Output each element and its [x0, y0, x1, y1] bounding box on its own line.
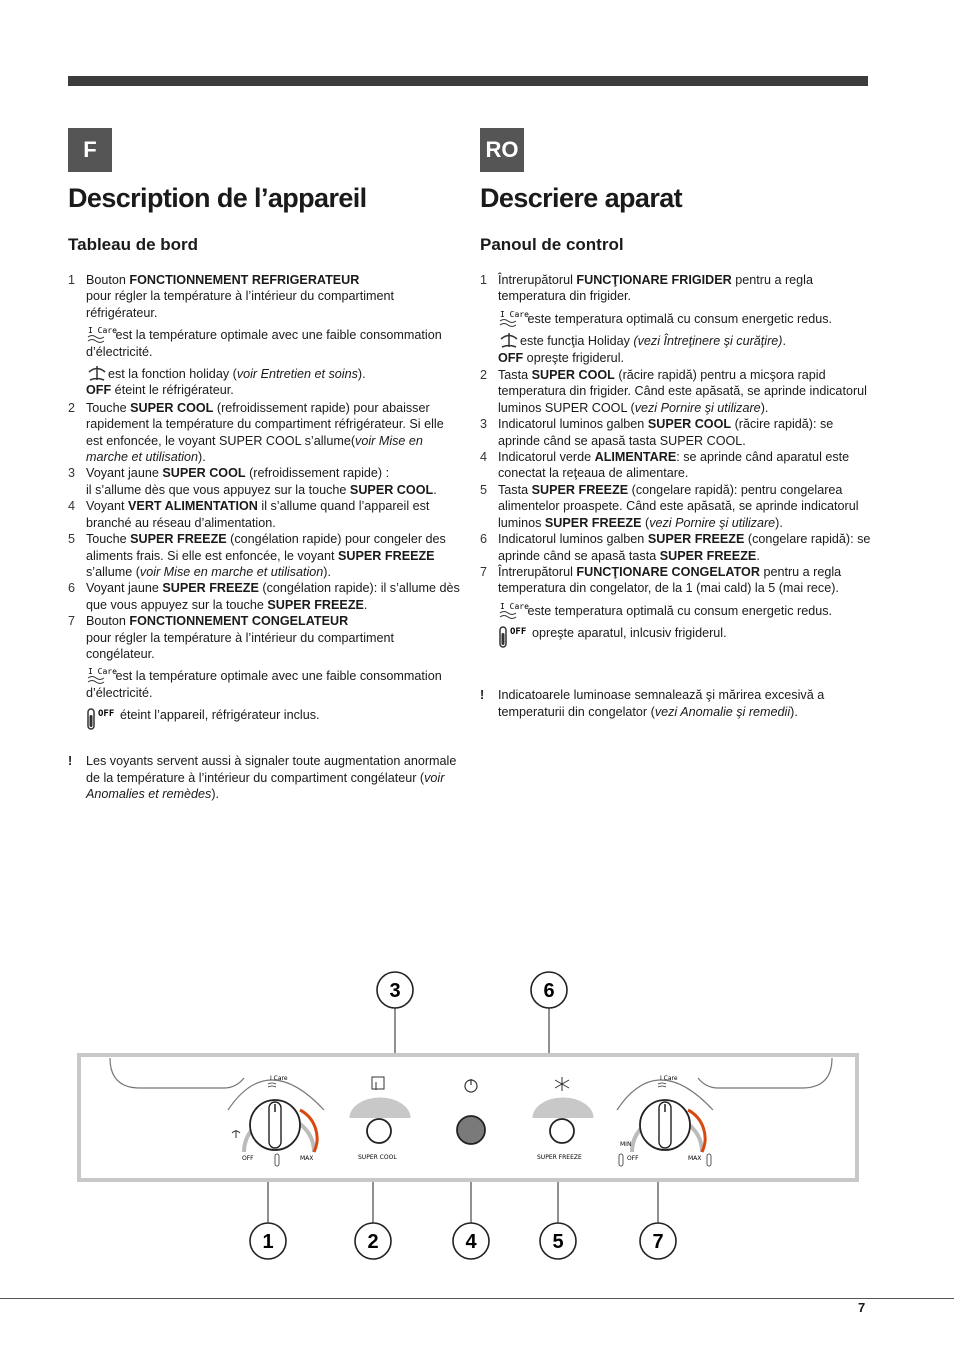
svg-text:I Care: I Care: [500, 601, 529, 611]
switch-max-icon: [707, 1154, 711, 1166]
switch-off-icon: [275, 1154, 279, 1166]
right-knob-icare-label: I Care: [660, 1075, 678, 1082]
list-item: 7 Întrerupătorul FUNCŢIONARE CONGELATOR pentru a regla temperatura din congelator, de la 1 (mai cald) la 5 (mai rece). I Care este temperatura optimală cu consum energetic redus. OFF opreşte aparatul, inlcusiv frigiderul.: [480, 564, 872, 649]
svg-text:OFF: OFF: [510, 627, 527, 638]
item-list: [68, 272, 460, 731]
list-item: 2 Tasta SUPER COOL (răcire rapidă) pentru a micşora rapid temperatura din frigider. Când este apăsată, se aprinde indicatorul luminos SUPER COOL (vezi Pornire şi utilizare).: [480, 368, 867, 415]
svg-text:5: 5: [552, 1231, 564, 1253]
list-item: 1 Întrerupătorul FUNCŢIONARE FRIGIDER pentru a regla temperatura din frigider. I Care este temperatura optimală cu consum energetic redus. este funcţia Holiday (vezi Întreţinere şi curăţire). OFF opreşte frigiderul.: [480, 273, 833, 365]
page-title: Description de l’appareil: [68, 183, 367, 213]
section-title: Panoul de control: [480, 235, 624, 254]
svg-text:I Care: I Care: [88, 667, 117, 677]
icare-icon: [86, 325, 117, 343]
icare-icon: [86, 666, 117, 684]
right-knob-off-label: OFF: [627, 1155, 639, 1162]
svg-text:3: 3: [389, 980, 401, 1002]
icare-icon: [498, 309, 529, 327]
list-item: 4 Voyant VERT ALIMENTATION il s’allume quand l’appareil est branché au réseau d’alimentation.: [68, 499, 430, 530]
control-panel-diagram: [0, 960, 954, 1280]
item-list: [480, 272, 872, 649]
column-french: [68, 176, 460, 802]
svg-text:6: 6: [543, 980, 555, 1002]
switch-off-icon: [619, 1154, 623, 1166]
right-knob-max-label: MAX: [688, 1155, 702, 1162]
svg-text:I Care: I Care: [500, 309, 529, 319]
power-indicator-led: [457, 1116, 485, 1144]
svg-text:1: 1: [262, 1231, 274, 1253]
lang-badge-f: F: [68, 128, 112, 172]
list-item: 4 Indicatorul verde ALIMENTARE: se aprinde când aparatul este conectat la reţeaua de alimentare.: [480, 450, 850, 481]
super-freeze-label: SUPER FREEZE: [537, 1154, 582, 1161]
left-knob-max-label: MAX: [300, 1155, 314, 1162]
svg-text:4: 4: [465, 1231, 477, 1253]
section-title: Tableau de bord: [68, 235, 199, 254]
top-rule: [68, 76, 868, 86]
list-item: 7 Bouton FONCTIONNEMENT CONGELATEUR pour régler la température à l’intérieur du compartiment congélateur. I Care est la température optimale avec une faible consommation d’électricité. OFF éteint l’appareil, réfrigérateur inclus.: [68, 613, 460, 731]
right-knob-min-label: MIN: [620, 1141, 632, 1148]
page-title: Descriere aparat: [480, 183, 683, 213]
column-romanian: [480, 176, 872, 720]
list-item: 5 Tasta SUPER FREEZE (congelare rapidă): pentru congelarea alimentelor proaspete. Când este apăsată, se aprinde indicatorul luminos SUPER FREEZE (vezi Pornire şi utilizare).: [480, 482, 859, 530]
list-item: 5 Touche SUPER FREEZE (congélation rapide) pour congeler des aliments frais. Si elle est enfoncée, le voyant SUPER FREEZE s’allume (voir Mise en marche et utilisation).: [68, 532, 446, 579]
warning-note: ! Les voyants servent aussi à signaler toute augmentation anormale de la température à l’intérieur du compartiment congélateur (voir Anomalies et remèdes).: [68, 754, 457, 801]
super-cool-label: SUPER COOL: [358, 1154, 397, 1161]
page-number: 7: [858, 1300, 866, 1315]
list-item: 3 Voyant jaune SUPER COOL (refroidissement rapide) : il s’allume dès que vous appuyez sur la touche SUPER COOL.: [68, 466, 437, 497]
list-item: 2 Touche SUPER COOL (refroidissement rapide) pour abaisser rapidement la température du compartiment réfrigérateur. Si elle est enfoncée, le voyant SUPER COOL s’allume(voir Mise en marche et utilisation).: [68, 400, 444, 465]
holiday-icon: [498, 331, 520, 349]
list-item: 3 Indicatorul luminos galben SUPER COOL (răcire rapidă): se aprinde când se apasă tasta SUPER COOL.: [480, 417, 834, 448]
svg-text:7: 7: [652, 1231, 664, 1253]
warning-note: ! Indicatoarele luminoase semnalează şi mărirea excesivă a temperaturii din congelator (vezi Anomalie şi remedii).: [480, 688, 825, 719]
svg-text:2: 2: [367, 1231, 379, 1253]
lang-badge-ro: RO: [480, 128, 524, 172]
list-item: 1 Bouton FONCTIONNEMENT REFRIGERATEUR pour régler la température à l’intérieur du compartiment réfrigérateur. I Care est la température optimale avec une faible consommation d’électricité. est la fonction holiday (voir Entretien et soins). OFF éteint le réfrigérateur.: [68, 273, 442, 398]
left-knob-icare-label: I Care: [270, 1075, 288, 1082]
svg-text:I Care: I Care: [88, 326, 117, 336]
list-item: 6 Voyant jaune SUPER FREEZE (congélation rapide): il s’allume dès que vous appuyez sur la touche SUPER FREEZE.: [68, 581, 460, 612]
list-item: 6 Indicatorul luminos galben SUPER FREEZE (congelare rapidă): se aprinde când se apasă tasta SUPER FREEZE.: [480, 532, 871, 563]
svg-text:OFF: OFF: [98, 709, 115, 720]
icare-icon: [498, 601, 529, 619]
footer-rule: [0, 1298, 954, 1299]
left-knob-off-label: OFF: [242, 1155, 254, 1162]
off-icon: [86, 705, 120, 731]
holiday-icon: [86, 364, 108, 382]
off-icon: [498, 623, 532, 649]
